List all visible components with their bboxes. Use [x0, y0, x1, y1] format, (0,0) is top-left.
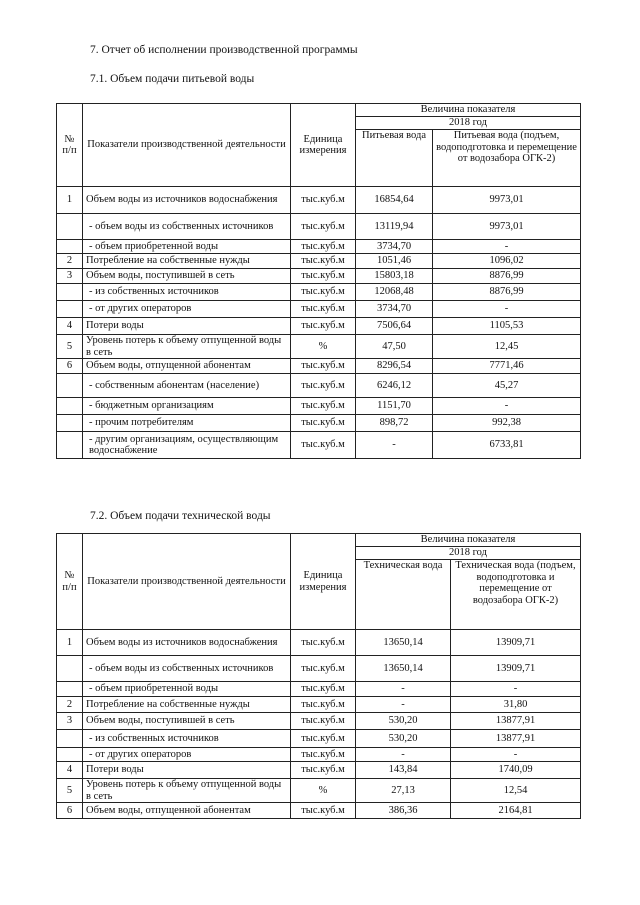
- row-num: [57, 284, 83, 301]
- header-col-b: Питьевая вода (подъем, водоподготовка и перемещение от водозабора ОГК-2): [433, 130, 581, 187]
- row-value-a: 16854,64: [356, 187, 433, 214]
- row-indicator: Объем воды из источников водоснабжения: [83, 630, 291, 656]
- row-unit: тыс.куб.м: [291, 630, 356, 656]
- row-value-b: 31,80: [451, 697, 581, 713]
- row-num: [57, 415, 83, 432]
- table-row: [57, 398, 581, 415]
- row-indicator: Потребление на собственные нужды: [83, 697, 291, 713]
- row-num: 6: [57, 359, 83, 374]
- row-indicator: Объем воды, поступившей в сеть: [83, 269, 291, 284]
- row-unit: тыс.куб.м: [291, 301, 356, 318]
- row-unit: тыс.куб.м: [291, 254, 356, 269]
- row-value-b: 1105,53: [433, 318, 581, 335]
- row-value-b: 13877,91: [451, 730, 581, 748]
- row-unit: тыс.куб.м: [291, 697, 356, 713]
- table-row: [57, 630, 581, 656]
- row-value-a: 13650,14: [356, 630, 451, 656]
- row-unit: %: [291, 779, 356, 803]
- row-value-a: 27,13: [356, 779, 451, 803]
- row-value-b: 1096,02: [433, 254, 581, 269]
- table-row: [57, 748, 581, 762]
- header-col-b: Техническая вода (подъем, водоподготовка и перемещение от водозабора ОГК-2): [451, 560, 581, 630]
- row-value-b: 45,27: [433, 374, 581, 398]
- row-value-a: 12068,48: [356, 284, 433, 301]
- table-row: [57, 301, 581, 318]
- row-value-b: 8876,99: [433, 269, 581, 284]
- row-value-a: 3734,70: [356, 301, 433, 318]
- row-value-a: 386,36: [356, 803, 451, 819]
- table-row: [57, 779, 581, 803]
- table-row: [57, 284, 581, 301]
- row-indicator: - объем воды из собственных источников: [83, 214, 291, 240]
- row-value-b: 7771,46: [433, 359, 581, 374]
- row-num: 2: [57, 697, 83, 713]
- row-value-a: 47,50: [356, 335, 433, 359]
- table-row: [57, 713, 581, 730]
- table-row: [57, 374, 581, 398]
- row-value-b: -: [433, 398, 581, 415]
- row-num: 6: [57, 803, 83, 819]
- row-unit: тыс.куб.м: [291, 374, 356, 398]
- row-num: [57, 432, 83, 459]
- row-value-b: 8876,99: [433, 284, 581, 301]
- row-value-a: 530,20: [356, 713, 451, 730]
- row-unit: тыс.куб.м: [291, 187, 356, 214]
- row-value-b: 13909,71: [451, 656, 581, 682]
- row-unit: тыс.куб.м: [291, 748, 356, 762]
- table2-title: 7.2. Объем подачи технической воды: [90, 510, 271, 522]
- table-row: [57, 240, 581, 254]
- row-unit: тыс.куб.м: [291, 656, 356, 682]
- row-unit: тыс.куб.м: [291, 240, 356, 254]
- row-indicator: - от других операторов: [83, 301, 291, 318]
- row-num: 4: [57, 318, 83, 335]
- row-num: [57, 374, 83, 398]
- row-indicator: - объем приобретенной воды: [83, 240, 291, 254]
- row-value-a: 143,84: [356, 762, 451, 779]
- row-value-a: 13119,94: [356, 214, 433, 240]
- row-value-b: 13909,71: [451, 630, 581, 656]
- row-num: 3: [57, 713, 83, 730]
- row-unit: тыс.куб.м: [291, 730, 356, 748]
- row-unit: тыс.куб.м: [291, 359, 356, 374]
- row-value-b: -: [433, 301, 581, 318]
- header-indicator: Показатели производственной деятельности: [83, 104, 291, 187]
- table-row: [57, 318, 581, 335]
- row-value-b: 12,45: [433, 335, 581, 359]
- header-value-group: Величина показателя: [356, 534, 581, 547]
- row-value-b: 9973,01: [433, 214, 581, 240]
- row-num: [57, 730, 83, 748]
- row-value-a: -: [356, 682, 451, 697]
- table-row: [57, 656, 581, 682]
- row-value-a: 7506,64: [356, 318, 433, 335]
- table-row: [57, 214, 581, 240]
- row-indicator: - из собственных источников: [83, 284, 291, 301]
- table-row: [57, 187, 581, 214]
- row-num: [57, 240, 83, 254]
- row-unit: тыс.куб.м: [291, 269, 356, 284]
- row-indicator: Объем воды из источников водоснабжения: [83, 187, 291, 214]
- table-technical-water: [56, 533, 581, 819]
- table-row: [57, 335, 581, 359]
- header-col-a: Техническая вода: [356, 560, 451, 630]
- row-value-b: 992,38: [433, 415, 581, 432]
- row-indicator: - из собственных источников: [83, 730, 291, 748]
- table2-body: [57, 630, 581, 819]
- row-indicator: - прочим потребителям: [83, 415, 291, 432]
- row-value-a: 15803,18: [356, 269, 433, 284]
- row-num: [57, 656, 83, 682]
- header-unit: Единица измерения: [291, 104, 356, 187]
- row-num: 1: [57, 187, 83, 214]
- row-value-b: 9973,01: [433, 187, 581, 214]
- row-num: 5: [57, 779, 83, 803]
- row-indicator: - объем приобретенной воды: [83, 682, 291, 697]
- row-num: [57, 301, 83, 318]
- row-value-b: 12,54: [451, 779, 581, 803]
- row-value-a: 1051,46: [356, 254, 433, 269]
- row-unit: тыс.куб.м: [291, 214, 356, 240]
- row-indicator: - собственным абонентам (население): [83, 374, 291, 398]
- row-unit: тыс.куб.м: [291, 803, 356, 819]
- row-value-b: 1740,09: [451, 762, 581, 779]
- row-value-b: -: [433, 240, 581, 254]
- row-num: 5: [57, 335, 83, 359]
- table-row: [57, 762, 581, 779]
- row-value-a: 13650,14: [356, 656, 451, 682]
- row-indicator: Потребление на собственные нужды: [83, 254, 291, 269]
- row-num: 3: [57, 269, 83, 284]
- table-row: [57, 269, 581, 284]
- row-indicator: Объем воды, отпущенной абонентам: [83, 359, 291, 374]
- row-value-a: 3734,70: [356, 240, 433, 254]
- row-unit: %: [291, 335, 356, 359]
- table1-title: 7.1. Объем подачи питьевой воды: [90, 73, 255, 85]
- table-row: [57, 803, 581, 819]
- row-value-a: -: [356, 748, 451, 762]
- row-indicator: - от других операторов: [83, 748, 291, 762]
- table-potable-water: [56, 103, 581, 459]
- table-row: [57, 730, 581, 748]
- header-col-a: Питьевая вода: [356, 130, 433, 187]
- header-year: 2018 год: [356, 117, 581, 130]
- row-value-a: 898,72: [356, 415, 433, 432]
- header-value-group: Величина показателя: [356, 104, 581, 117]
- row-value-a: -: [356, 697, 451, 713]
- row-unit: тыс.куб.м: [291, 398, 356, 415]
- row-indicator: - объем воды из собственных источников: [83, 656, 291, 682]
- row-indicator: Объем воды, поступившей в сеть: [83, 713, 291, 730]
- row-unit: тыс.куб.м: [291, 415, 356, 432]
- row-value-b: 6733,81: [433, 432, 581, 459]
- table-row: [57, 682, 581, 697]
- table-row: [57, 415, 581, 432]
- row-indicator: Уровень потерь к объему отпущенной воды в сеть: [83, 779, 291, 803]
- row-indicator: - другим организациям, осуществляющим водоснабжение: [83, 432, 291, 459]
- row-value-a: 8296,54: [356, 359, 433, 374]
- row-unit: тыс.куб.м: [291, 318, 356, 335]
- row-value-b: 2164,81: [451, 803, 581, 819]
- table-row: [57, 432, 581, 459]
- row-num: [57, 682, 83, 697]
- row-indicator: - бюджетным организациям: [83, 398, 291, 415]
- row-unit: тыс.куб.м: [291, 762, 356, 779]
- row-unit: тыс.куб.м: [291, 713, 356, 730]
- header-year: 2018 год: [356, 547, 581, 560]
- row-value-b: -: [451, 748, 581, 762]
- table-row: [57, 359, 581, 374]
- row-indicator: Потери воды: [83, 318, 291, 335]
- row-indicator: Объем воды, отпущенной абонентам: [83, 803, 291, 819]
- row-value-b: -: [451, 682, 581, 697]
- row-unit: тыс.куб.м: [291, 682, 356, 697]
- row-indicator: Потери воды: [83, 762, 291, 779]
- row-num: [57, 748, 83, 762]
- table1-body: [57, 187, 581, 459]
- row-value-a: -: [356, 432, 433, 459]
- header-num: № п/п: [57, 104, 83, 187]
- row-num: 1: [57, 630, 83, 656]
- header-indicator: Показатели производственной деятельности: [83, 534, 291, 630]
- row-value-b: 13877,91: [451, 713, 581, 730]
- header-unit: Единица измерения: [291, 534, 356, 630]
- row-num: 2: [57, 254, 83, 269]
- row-value-a: 1151,70: [356, 398, 433, 415]
- section-title: 7. Отчет об исполнении производственной программы: [90, 44, 358, 56]
- table-row: [57, 254, 581, 269]
- row-unit: тыс.куб.м: [291, 432, 356, 459]
- row-value-a: 530,20: [356, 730, 451, 748]
- row-value-a: 6246,12: [356, 374, 433, 398]
- table-row: [57, 697, 581, 713]
- row-num: [57, 398, 83, 415]
- header-num: № п/п: [57, 534, 83, 630]
- row-num: 4: [57, 762, 83, 779]
- row-indicator: Уровень потерь к объему отпущенной воды в сеть: [83, 335, 291, 359]
- row-unit: тыс.куб.м: [291, 284, 356, 301]
- row-num: [57, 214, 83, 240]
